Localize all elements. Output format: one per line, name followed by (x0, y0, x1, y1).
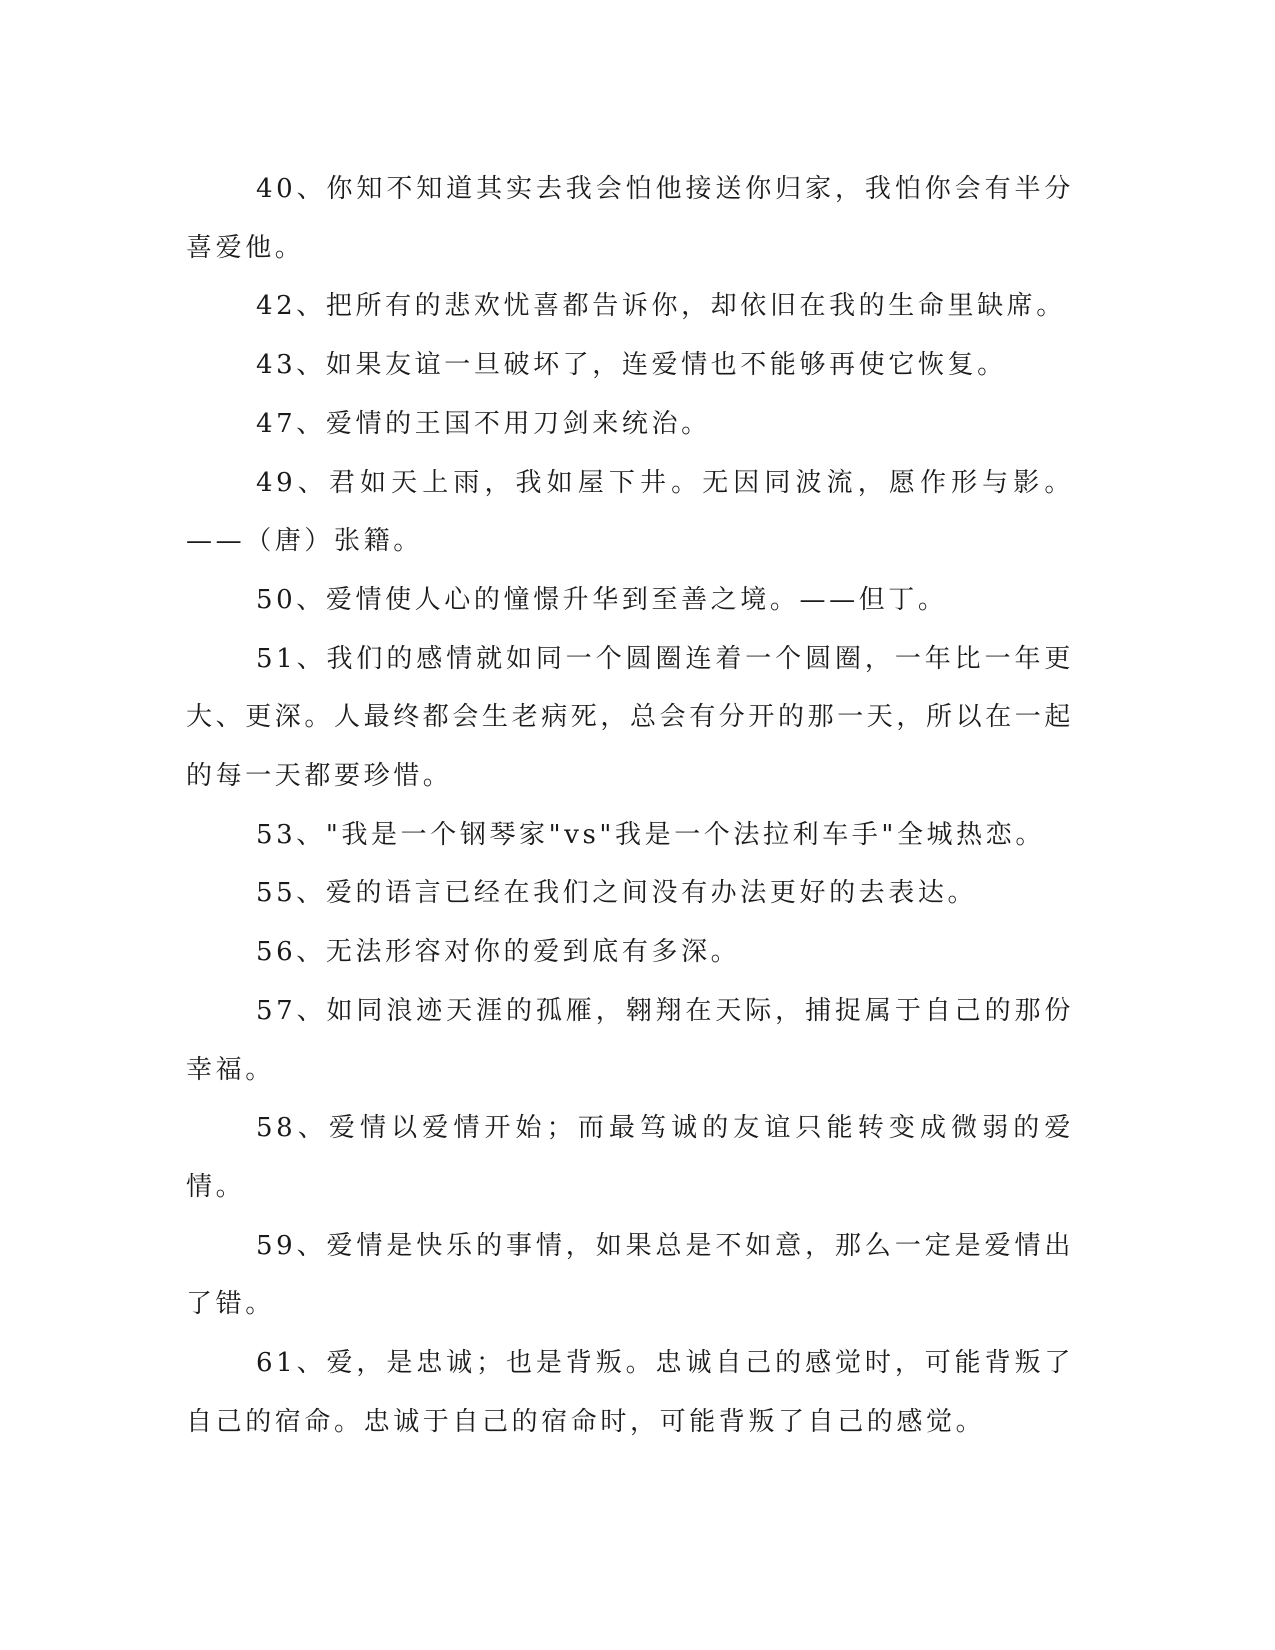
paragraph-42: 42、把所有的悲欢忧喜都告诉你，却依旧在我的生命里缺席。 (256, 291, 1066, 322)
paragraph-58: 58、爱情以爱情开始；而最笃诚的友谊只能转变成微弱的爱情。 (186, 1113, 1074, 1202)
paragraph-61: 61、爱，是忠诚；也是背叛。忠诚自己的感觉时，可能背叛了自己的宿命。忠诚于自己的宿命时，可能背叛了自己的感觉。 (186, 1348, 1074, 1437)
paragraph-49: 49、君如天上雨，我如屋下井。无因同波流，愿作形与影。——（唐）张籍。 (186, 467, 1074, 557)
paragraph-55: 55、爱的语言已经在我们之间没有办法更好的去表达。 (256, 878, 978, 909)
document-body (186, 160, 1074, 1451)
paragraph-51: 51、我们的感情就如同一个圆圈连着一个圆圈，一年比一年更大、更深。人最终都会生老病死，总会有分开的那一天，所以在一起的每一天都要珍惜。 (186, 643, 1075, 792)
paragraph-40: 40、你知不知道其实去我会怕他接送你归家，我怕你会有半分喜爱他。 (186, 174, 1074, 263)
paragraph-57: 57、如同浪迹天涯的孤雁，翱翔在天际，捕捉属于自己的那份幸福。 (186, 995, 1074, 1085)
paragraph-47: 47、爱情的王国不用刀剑来统治。 (256, 408, 711, 439)
paragraph-50: 50、爱情使人心的憧憬升华到至善之境。——但丁。 (256, 584, 948, 615)
paragraph-59: 59、爱情是快乐的事情，如果总是不如意，那么一定是爱情出了错。 (186, 1230, 1074, 1320)
paragraph-53: 53、"我是一个钢琴家"vs"我是一个法拉利车手"全城热恋。 (256, 819, 1045, 850)
paragraph-56: 56、无法形容对你的爱到底有多深。 (256, 937, 741, 968)
paragraph-43: 43、如果友谊一旦破坏了，连爱情也不能够再使它恢复。 (256, 350, 1007, 381)
